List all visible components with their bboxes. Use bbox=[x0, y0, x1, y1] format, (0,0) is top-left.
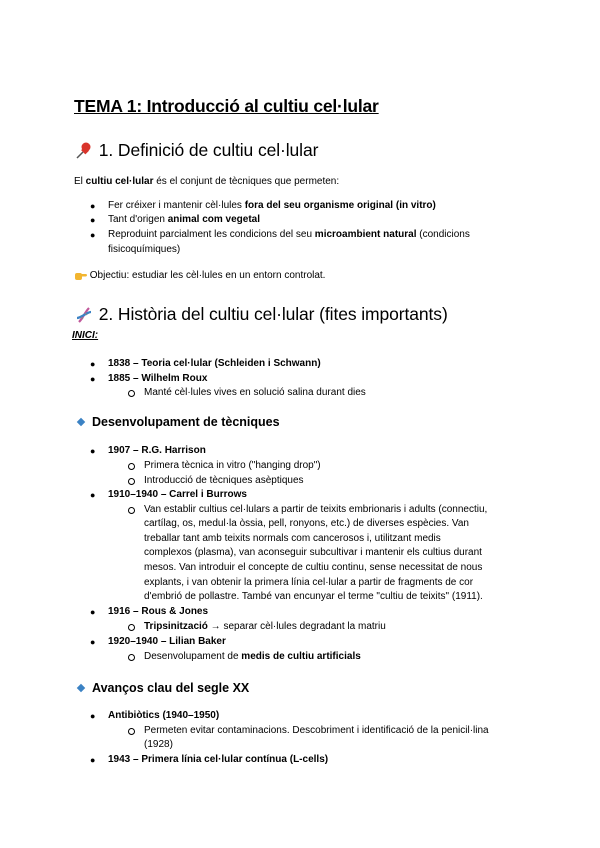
list-item-continuation: fisicoquímiques) bbox=[108, 244, 181, 255]
bullet-dot: ● bbox=[90, 215, 96, 225]
milestone-antibiotics: Antibiòtics (1940–1950) bbox=[108, 710, 220, 721]
paragraph-line: Van establir cultius cel·lulars a partir de teixits embrionaris i adults (connectiu, bbox=[144, 504, 488, 515]
bullet-circle bbox=[128, 390, 135, 397]
paragraph-line: (1928) bbox=[144, 739, 173, 750]
bullet-dot: ● bbox=[90, 374, 96, 384]
section2-heading-row bbox=[74, 304, 448, 325]
bullet-dot: ● bbox=[90, 490, 96, 500]
list-item: Tant d'origen animal com vegetal bbox=[108, 214, 260, 225]
paragraph-line: d'embrió de pollastre. També van encunyar el terme "cultiu de teixits" (1911). bbox=[144, 591, 483, 602]
milestone-1885: 1885 – Wilhelm Roux bbox=[108, 373, 208, 384]
sub-item: Primera tècnica in vitro ("hanging drop") bbox=[144, 460, 321, 471]
section2-heading: 2. Història del cultiu cel·lular (fites importants) bbox=[98, 304, 448, 324]
objective-line: Objectiu: estudiar les cèl·lules en un entorn controlat. bbox=[74, 270, 325, 281]
bullet-dot: ● bbox=[90, 446, 96, 456]
section1-heading-row bbox=[74, 140, 318, 161]
milestone-1838: 1838 – Teoria cel·lular (Schleiden i Schwann) bbox=[108, 358, 321, 369]
bullet-circle bbox=[128, 654, 135, 661]
paragraph-line: mesos. Van introduir el concepte de cultiu continu, sense necessitat de nous bbox=[144, 562, 483, 573]
paragraph-line: treballar tant amb teixits normals com cancerosos i, utilitzant medis bbox=[144, 533, 441, 544]
bullet-dot: ● bbox=[90, 637, 96, 647]
milestone-1943: 1943 – Primera línia cel·lular contínua (L-cells) bbox=[108, 754, 329, 765]
subsection-advances: Avanços clau del segle XX bbox=[92, 681, 250, 695]
section1-intro: El cultiu cel·lular és el conjunt de tècniques que permeten: bbox=[74, 176, 340, 187]
pushpin-icon bbox=[74, 141, 94, 161]
list-item: Reproduint parcialment les condicions del seu microambient natural (condicions bbox=[108, 229, 470, 240]
bullet-circle bbox=[128, 507, 135, 514]
paragraph-line: complexos (plasma), van aconseguir subcultivar i mantenir els cultius durant bbox=[144, 547, 482, 558]
subsection-techniques: Desenvolupament de tècniques bbox=[92, 415, 280, 429]
sub-item: Manté cèl·lules vives en solució salina durant dies bbox=[144, 387, 366, 398]
paragraph-line: cartílag, os, medul·la òssia, pell, ronyons, etc.) de diverses espècies. Van bbox=[144, 518, 469, 529]
bullet-dot: ● bbox=[90, 607, 96, 617]
bullet-dot: ● bbox=[90, 711, 96, 721]
milestone-1910: 1910–1940 – Carrel i Burrows bbox=[108, 489, 247, 500]
inici-label: INICI: bbox=[72, 330, 99, 341]
bullet-dot: ● bbox=[90, 755, 96, 765]
diamond-bullet-icon bbox=[77, 684, 85, 692]
milestone-1920: 1920–1940 – Lilian Baker bbox=[108, 636, 226, 647]
bullet-circle bbox=[128, 624, 135, 631]
paragraph-line: Permeten evitar contaminacions. Descobriment i identificació de la penicil·lina bbox=[144, 725, 489, 736]
page-title: TEMA 1: Introducció al cultiu cel·lular bbox=[74, 96, 379, 116]
paragraph-line: explants, i van obtenir la primera línia cel·lular a partir de fragments de cor bbox=[144, 577, 474, 588]
diamond-bullet-icon bbox=[77, 418, 85, 426]
sub-item: Desenvolupament de medis de cultiu artificials bbox=[144, 651, 361, 662]
sub-item: Tripsinització → separar cèl·lules degradant la matriu bbox=[144, 621, 386, 632]
bullet-dot: ● bbox=[90, 230, 96, 240]
section1-heading: 1. Definició de cultiu cel·lular bbox=[98, 140, 319, 160]
pointing-hand-icon bbox=[74, 270, 87, 281]
bullet-circle bbox=[128, 463, 135, 470]
milestone-1907: 1907 – R.G. Harrison bbox=[108, 445, 206, 456]
sub-item: Introducció de tècniques asèptiques bbox=[144, 475, 304, 486]
list-item: Fer créixer i mantenir cèl·lules fora del seu organisme original (in vitro) bbox=[108, 200, 436, 211]
bullet-dot: ● bbox=[90, 359, 96, 369]
bullet-circle bbox=[128, 728, 135, 735]
dna-icon bbox=[74, 305, 94, 325]
milestone-1916: 1916 – Rous & Jones bbox=[108, 606, 209, 617]
bullet-dot: ● bbox=[90, 201, 96, 211]
bullet-circle bbox=[128, 478, 135, 485]
